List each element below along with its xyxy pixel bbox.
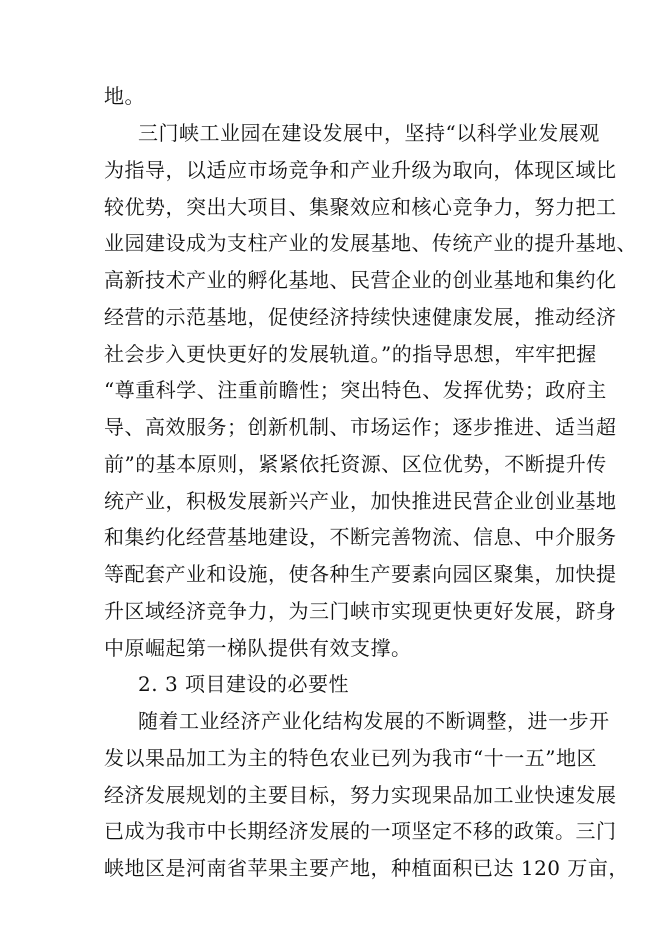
- text-line-20: 经济发展规划的主要目标，努力实现果品加工业快速发展: [104, 783, 617, 807]
- text-line-8: 社会步入更快更好的发展轨道。”的指导思想，牢牢把握: [104, 342, 597, 366]
- text-line-13: 和集约化经营基地建设，不断完善物流、信息、中介服务: [104, 525, 617, 549]
- text-line-19: 发以果品加工为主的特色农业已列为我市“十一五”地区: [104, 746, 597, 770]
- text-line-4: 较优势，突出大项目、集聚效应和核心竞争力，努力把工: [104, 195, 617, 219]
- text-line-12: 统产业，积极发展新兴产业，加快推进民营企业创业基地: [104, 489, 617, 513]
- text-line-3: 为指导，以适应市场竞争和产业升级为取向，体现区域比: [104, 158, 617, 182]
- text-line-10: 导、高效服务；创新机制、市场运作；逐步推进、适当超: [104, 415, 617, 439]
- text-line-2: 三门峡工业园在建设发展中，坚持“以科学业发展观: [138, 121, 600, 145]
- text-line-7: 经营的示范基地，促使经济持续快速健康发展，推动经济: [104, 305, 617, 329]
- text-line-6: 高新技术产业的孵化基地、民营企业的创业基地和集约化: [104, 268, 617, 292]
- text-line-22: 峡地区是河南省苹果主要产地，种植面积已达 120 万亩，: [104, 856, 629, 880]
- text-line-21: 已成为我市中长期经济发展的一项坚定不移的政策。三门: [104, 819, 617, 843]
- text-line-1: 地。: [104, 84, 145, 108]
- text-line-14: 等配套产业和设施，使各种生产要素向园区聚集，加快提: [104, 562, 617, 586]
- text-line-9: “尊重科学、注重前瞻性；突出特色、发挥优势；政府主: [104, 378, 607, 402]
- text-line-15: 升区域经济竞争力，为三门峡市实现更快更好发展，跻身: [104, 599, 617, 623]
- section-heading: 2. 3 项目建设的必要性: [138, 672, 350, 696]
- text-line-11: 前”的基本原则，紧紧依托资源、区位优势，不断提升传: [104, 452, 607, 476]
- text-line-5: 业园建设成为支柱产业的发展基地、传统产业的提升基地、: [104, 231, 637, 255]
- text-line-16: 中原崛起第一梯队提供有效支撑。: [104, 636, 412, 660]
- text-line-18: 随着工业经济产业化结构发展的不断调整，进一步开: [138, 709, 610, 733]
